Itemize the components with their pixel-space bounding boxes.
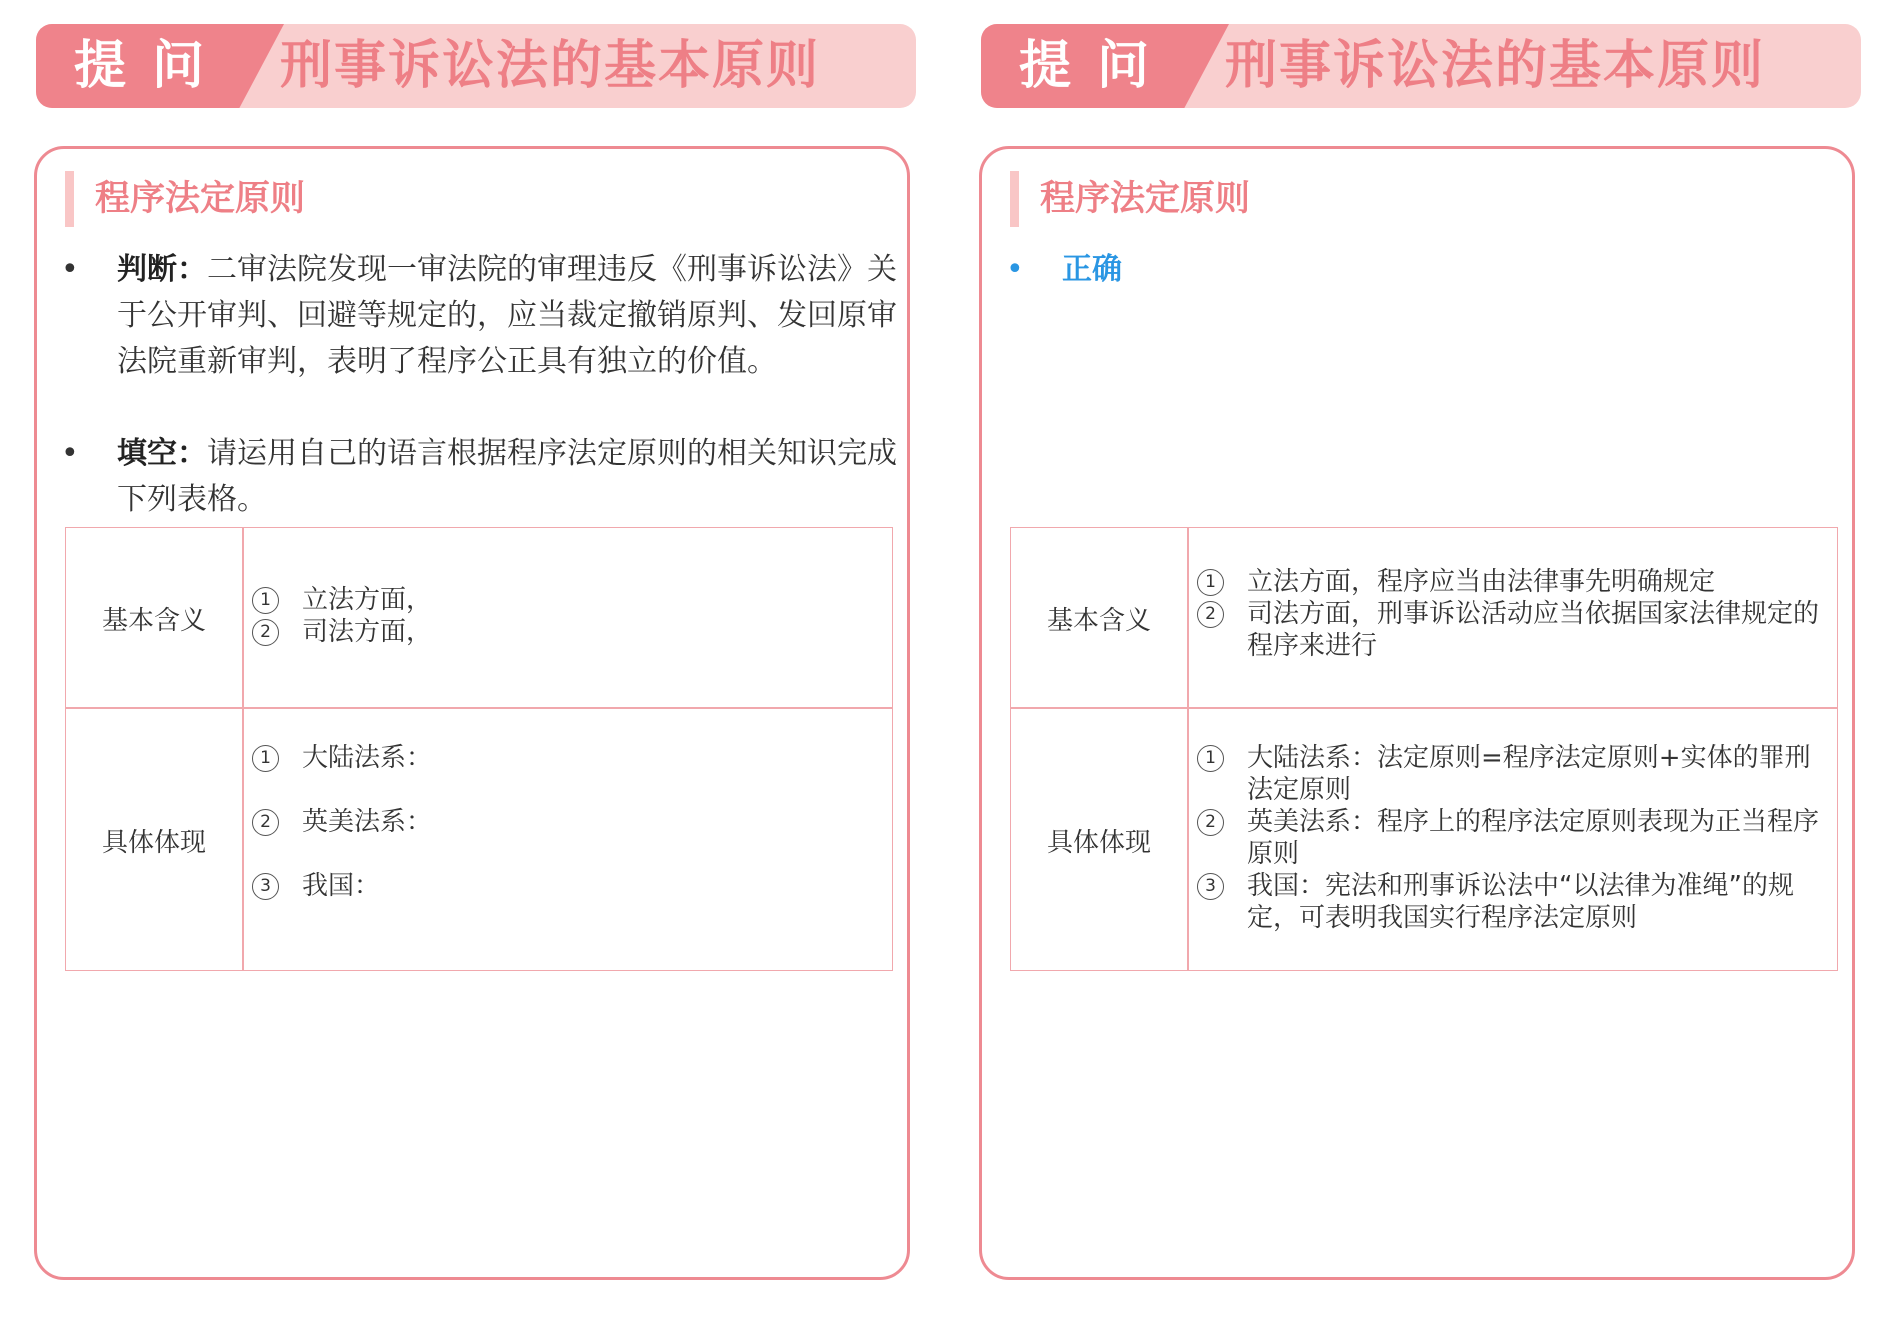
circled-number: 1	[1197, 569, 1224, 596]
item-text: 立法方面，程序应当由法律事先明确规定	[1247, 567, 1716, 597]
banner-tag: 提问	[1019, 36, 1176, 96]
bullet-icon: •	[61, 436, 79, 471]
judge-label: 判断：	[117, 252, 207, 287]
judge-answer	[1006, 247, 1846, 297]
fill-text: 请运用自己的语言根据程序法定原则的相关知识完成下列表格。	[117, 436, 897, 517]
question-table	[65, 527, 893, 971]
circled-number: 2	[252, 619, 279, 646]
item-text: 我国：	[302, 871, 381, 901]
row-label-manifestation: 具体体现	[1046, 828, 1151, 858]
item-text: 司法方面，刑事诉讼活动应当依据国家法律规定的程序来进行	[1247, 599, 1820, 661]
circled-number: 2	[1197, 809, 1224, 836]
bullet-icon: •	[61, 252, 79, 287]
item-text: 大陆法系：	[302, 743, 433, 773]
question-banner	[36, 24, 916, 108]
answer-banner	[981, 24, 1861, 108]
circled-number: 2	[252, 809, 279, 836]
answer-card	[979, 146, 1855, 1280]
judge-question	[61, 247, 901, 397]
section-title: 程序法定原则	[95, 179, 306, 219]
item-text: 立法方面，	[302, 585, 433, 615]
bullet-icon: •	[1006, 252, 1024, 287]
item-text: 大陆法系：法定原则=程序法定原则+实体的罪刑法定原则	[1247, 743, 1811, 805]
table-divider	[66, 707, 892, 709]
row-label-basic-meaning: 基本含义	[1046, 606, 1151, 636]
circled-number: 3	[252, 873, 279, 900]
row-label-manifestation: 具体体现	[101, 828, 206, 858]
section-marker	[1010, 171, 1019, 227]
item-text: 英美法系：程序上的程序法定原则表现为正当程序原则	[1247, 807, 1820, 869]
banner-title: 刑事诉讼法的基本原则	[280, 36, 821, 96]
circled-number: 2	[1197, 601, 1224, 628]
judge-answer-text: 正确	[1062, 252, 1122, 287]
fill-label: 填空：	[117, 436, 207, 471]
circled-number: 1	[252, 745, 279, 772]
table-divider	[1187, 528, 1189, 970]
judge-text: 二审法院发现一审法院的审理违反《刑事诉讼法》关于公开审判、回避等规定的，应当裁定撤销原判、发回原审法院重新审判，表明了程序公正具有独立的价值。	[117, 252, 897, 379]
item-text: 英美法系：	[302, 807, 433, 837]
table-divider	[242, 528, 244, 970]
question-card	[34, 146, 910, 1280]
item-text: 我国：宪法和刑事诉讼法中“以法律为准绳”的规定，可表明我国实行程序法定原则	[1247, 871, 1794, 933]
section-title: 程序法定原则	[1040, 179, 1251, 219]
answer-table	[1010, 527, 1838, 971]
answer-panel	[945, 0, 1889, 1322]
circled-number: 1	[1197, 745, 1224, 772]
fill-question-body	[117, 431, 907, 523]
row-label-basic-meaning: 基本含义	[101, 606, 206, 636]
item-text: 司法方面，	[302, 617, 433, 647]
judge-question-body	[117, 247, 907, 385]
circled-number: 3	[1197, 873, 1224, 900]
fill-question	[61, 431, 901, 527]
section-marker	[65, 171, 74, 227]
table-divider	[1011, 707, 1837, 709]
banner-tag: 提问	[74, 36, 231, 96]
circled-number: 1	[252, 587, 279, 614]
banner-title: 刑事诉讼法的基本原则	[1225, 36, 1766, 96]
